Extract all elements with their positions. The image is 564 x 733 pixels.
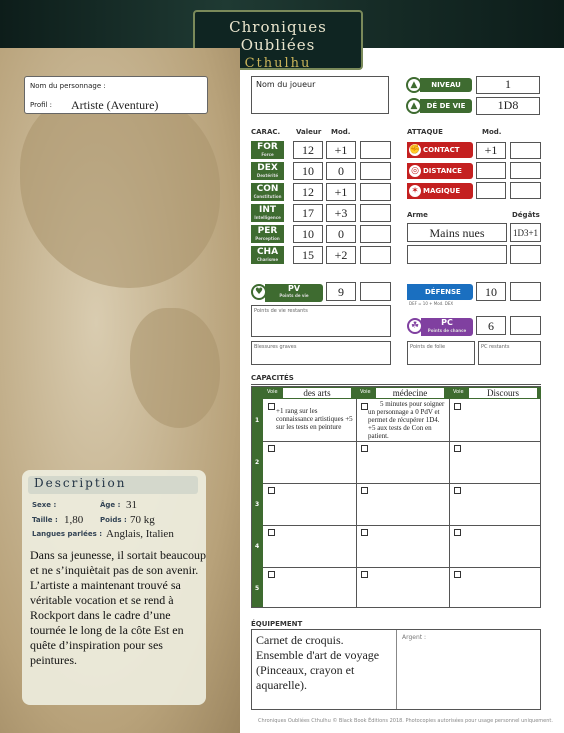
capacites-rule [251, 384, 541, 385]
pv-label: PV Points de vie [265, 284, 323, 302]
damage-2[interactable] [510, 245, 541, 264]
player-name-box[interactable]: Nom du joueur [251, 76, 389, 114]
defense-label: DÉFENSE [407, 284, 473, 300]
target-icon: ◎ [407, 163, 423, 179]
description-title: Description [28, 476, 198, 494]
distance-mod[interactable] [476, 162, 506, 179]
defense-extra[interactable] [510, 282, 541, 301]
carac-cha-value[interactable]: 15 [293, 246, 323, 264]
voie-divider [449, 399, 450, 607]
footer-copyright: Chroniques Oubliées Cthulhu © Black Book Éditions 2018. Photocopies autorisées pour usage personnel uniquement. [258, 718, 553, 724]
capacity-checkbox[interactable] [361, 445, 368, 452]
capacity-checkbox[interactable] [268, 529, 275, 536]
carac-int-mod[interactable]: +3 [326, 204, 356, 222]
carac-con-value[interactable]: 12 [293, 183, 323, 201]
distance-bonus[interactable] [510, 162, 541, 179]
pv-extra[interactable] [360, 282, 391, 301]
carac-for-mod[interactable]: +1 [326, 141, 356, 159]
magic-mod[interactable] [476, 182, 506, 199]
rank-3: 3 [255, 501, 260, 508]
capacity-checkbox[interactable] [268, 403, 275, 410]
carac-dex-label: DEX Dextérité [251, 162, 284, 180]
carac-per-value[interactable]: 10 [293, 225, 323, 243]
pc-extra[interactable] [510, 316, 541, 335]
voie-3-name[interactable]: Discours [469, 388, 537, 398]
capacity-checkbox[interactable] [361, 403, 368, 410]
description-text[interactable]: Dans sa jeunesse, il sortait beaucoup et ne s’inquiètait pas de son avenir. L’artiste a maintenant trouvé sa véritable vocation et se rend à Rockport dans le cadre d’une tournée le long de la côte Est en quête d’inspiration pour ses peintures. [30, 548, 206, 667]
carac-con-label: CON Constitution [251, 183, 284, 201]
heart-icon: ♥ [251, 284, 267, 300]
rank-divider [263, 567, 541, 568]
capacity-checkbox[interactable] [454, 403, 461, 410]
contact-bonus[interactable] [510, 142, 541, 159]
capacity-checkbox[interactable] [454, 571, 461, 578]
capacity-checkbox[interactable] [268, 571, 275, 578]
fist-icon: ✊ [407, 142, 423, 158]
carac-con-extra[interactable] [360, 183, 391, 201]
rank-1: 1 [255, 417, 260, 424]
distance-attack-label: DISTANCE [407, 163, 473, 179]
contact-mod[interactable]: +1 [476, 142, 506, 159]
carac-dex-mod[interactable]: 0 [326, 162, 356, 180]
luck-icon: ☘ [407, 318, 423, 334]
weapon-1[interactable]: Mains nues [407, 223, 507, 242]
carac-int-value[interactable]: 17 [293, 204, 323, 222]
level-value[interactable]: 1 [476, 76, 540, 94]
rank-5: 5 [255, 585, 260, 592]
profile-value[interactable]: Artiste (Aventure) [71, 98, 159, 112]
carac-for-extra[interactable] [360, 141, 391, 159]
capacity-voie2-rank1[interactable]: 5 minutes pour soigner un personnage a 0 PdV et permet de récupérer 1D4. +5 aux tests de Con en patient. [368, 400, 445, 440]
carac-for-value[interactable]: 12 [293, 141, 323, 159]
carac-per-mod[interactable]: 0 [326, 225, 356, 243]
carac-con-mod[interactable]: +1 [326, 183, 356, 201]
hit-die-value[interactable]: 1D8 [476, 97, 540, 115]
carac-per-extra[interactable] [360, 225, 391, 243]
capacites-grid: Voie des arts Voie médecine Voie Discours 1 2 3 4 5 +1 rang sur les connaissance artistiques +5 sur les tests en peinture 5 minutes pour soigner un personnage a 0 PdV et permet de récupérer 1D4. +5 aux tests de Con en patient. [251, 386, 541, 608]
rank-4: 4 [255, 543, 260, 550]
magic-bonus[interactable] [510, 182, 541, 199]
equipment-divider [396, 630, 397, 709]
carac-int-extra[interactable] [360, 204, 391, 222]
pc-label: PC Points de chance [421, 318, 473, 336]
capacity-checkbox[interactable] [361, 529, 368, 536]
capacity-checkbox[interactable] [454, 445, 461, 452]
pc-value[interactable]: 6 [476, 316, 506, 335]
pv-value[interactable]: 9 [326, 282, 356, 301]
capacity-checkbox[interactable] [268, 487, 275, 494]
equipment-list[interactable]: Carnet de croquis. Ensemble d'art de voyage (Pinceaux, crayon et aquarelle). [256, 633, 380, 692]
rank-2: 2 [255, 459, 260, 466]
wounds-box[interactable]: Blessures graves [251, 341, 391, 365]
character-name-box[interactable]: Nom du personnage : Profil : Artiste (Aventure) [24, 76, 208, 114]
damage-1[interactable]: 1D3+1 [510, 223, 541, 242]
carac-for-label: FOR Force [251, 141, 284, 159]
description-panel: Description Sexe : Âge : 31 Taille : 1,80 Poids : 70 kg Langues parlées : Anglais, Italien Dans sa jeunesse, il sortait beaucoup et ne s’inquiètait pas de son avenir. L’artiste a maintenant trouvé sa véritable vocation et se rend à Rockport dans le cadre d’une tournée le long de la côte Est en quête d’inspiration pour ses peintures. [22, 470, 206, 705]
contact-attack-label: CONTACT [407, 142, 473, 158]
continent-south-america [130, 308, 220, 428]
magic-icon: ✶ [407, 183, 423, 199]
voie-1-name[interactable]: des arts [283, 388, 351, 398]
voie-divider [356, 399, 357, 607]
equipment-box[interactable]: Argent : Carnet de croquis. Ensemble d'art de voyage (Pinceaux, crayon et aquarelle). [251, 629, 541, 710]
capacity-checkbox[interactable] [361, 571, 368, 578]
capacity-checkbox[interactable] [454, 529, 461, 536]
folie-box[interactable]: Points de folie [407, 341, 475, 365]
carac-dex-extra[interactable] [360, 162, 391, 180]
carac-int-label: INT Intelligence [251, 204, 284, 222]
level-icon: ▲ [406, 77, 422, 93]
carac-per-label: PER Perception [251, 225, 284, 243]
carac-cha-label: CHA Charisme [251, 246, 284, 264]
capacity-checkbox[interactable] [268, 445, 275, 452]
defense-value[interactable]: 10 [476, 282, 506, 301]
logo: Chroniques Oubliées Cthulhu [193, 10, 363, 70]
rank-divider [263, 441, 541, 442]
carac-dex-value[interactable]: 10 [293, 162, 323, 180]
continent-north-america [20, 88, 220, 288]
capacity-voie1-rank1[interactable]: +1 rang sur les connaissance artistiques +5 sur les tests en peinture [276, 407, 353, 431]
rank-divider [263, 483, 541, 484]
pc-remaining-box[interactable]: PC restants [478, 341, 541, 365]
hit-die-icon: ▲ [406, 98, 422, 114]
pv-remaining-box[interactable]: Points de vie restants [251, 305, 391, 337]
rank-divider [263, 525, 541, 526]
capacity-checkbox[interactable] [454, 487, 461, 494]
carac-cha-mod[interactable]: +2 [326, 246, 356, 264]
magic-attack-label: MAGIQUE [407, 183, 473, 199]
voie-2-name[interactable]: médecine [376, 388, 444, 398]
capacity-checkbox[interactable] [361, 487, 368, 494]
weapon-2[interactable] [407, 245, 507, 264]
carac-cha-extra[interactable] [360, 246, 391, 264]
